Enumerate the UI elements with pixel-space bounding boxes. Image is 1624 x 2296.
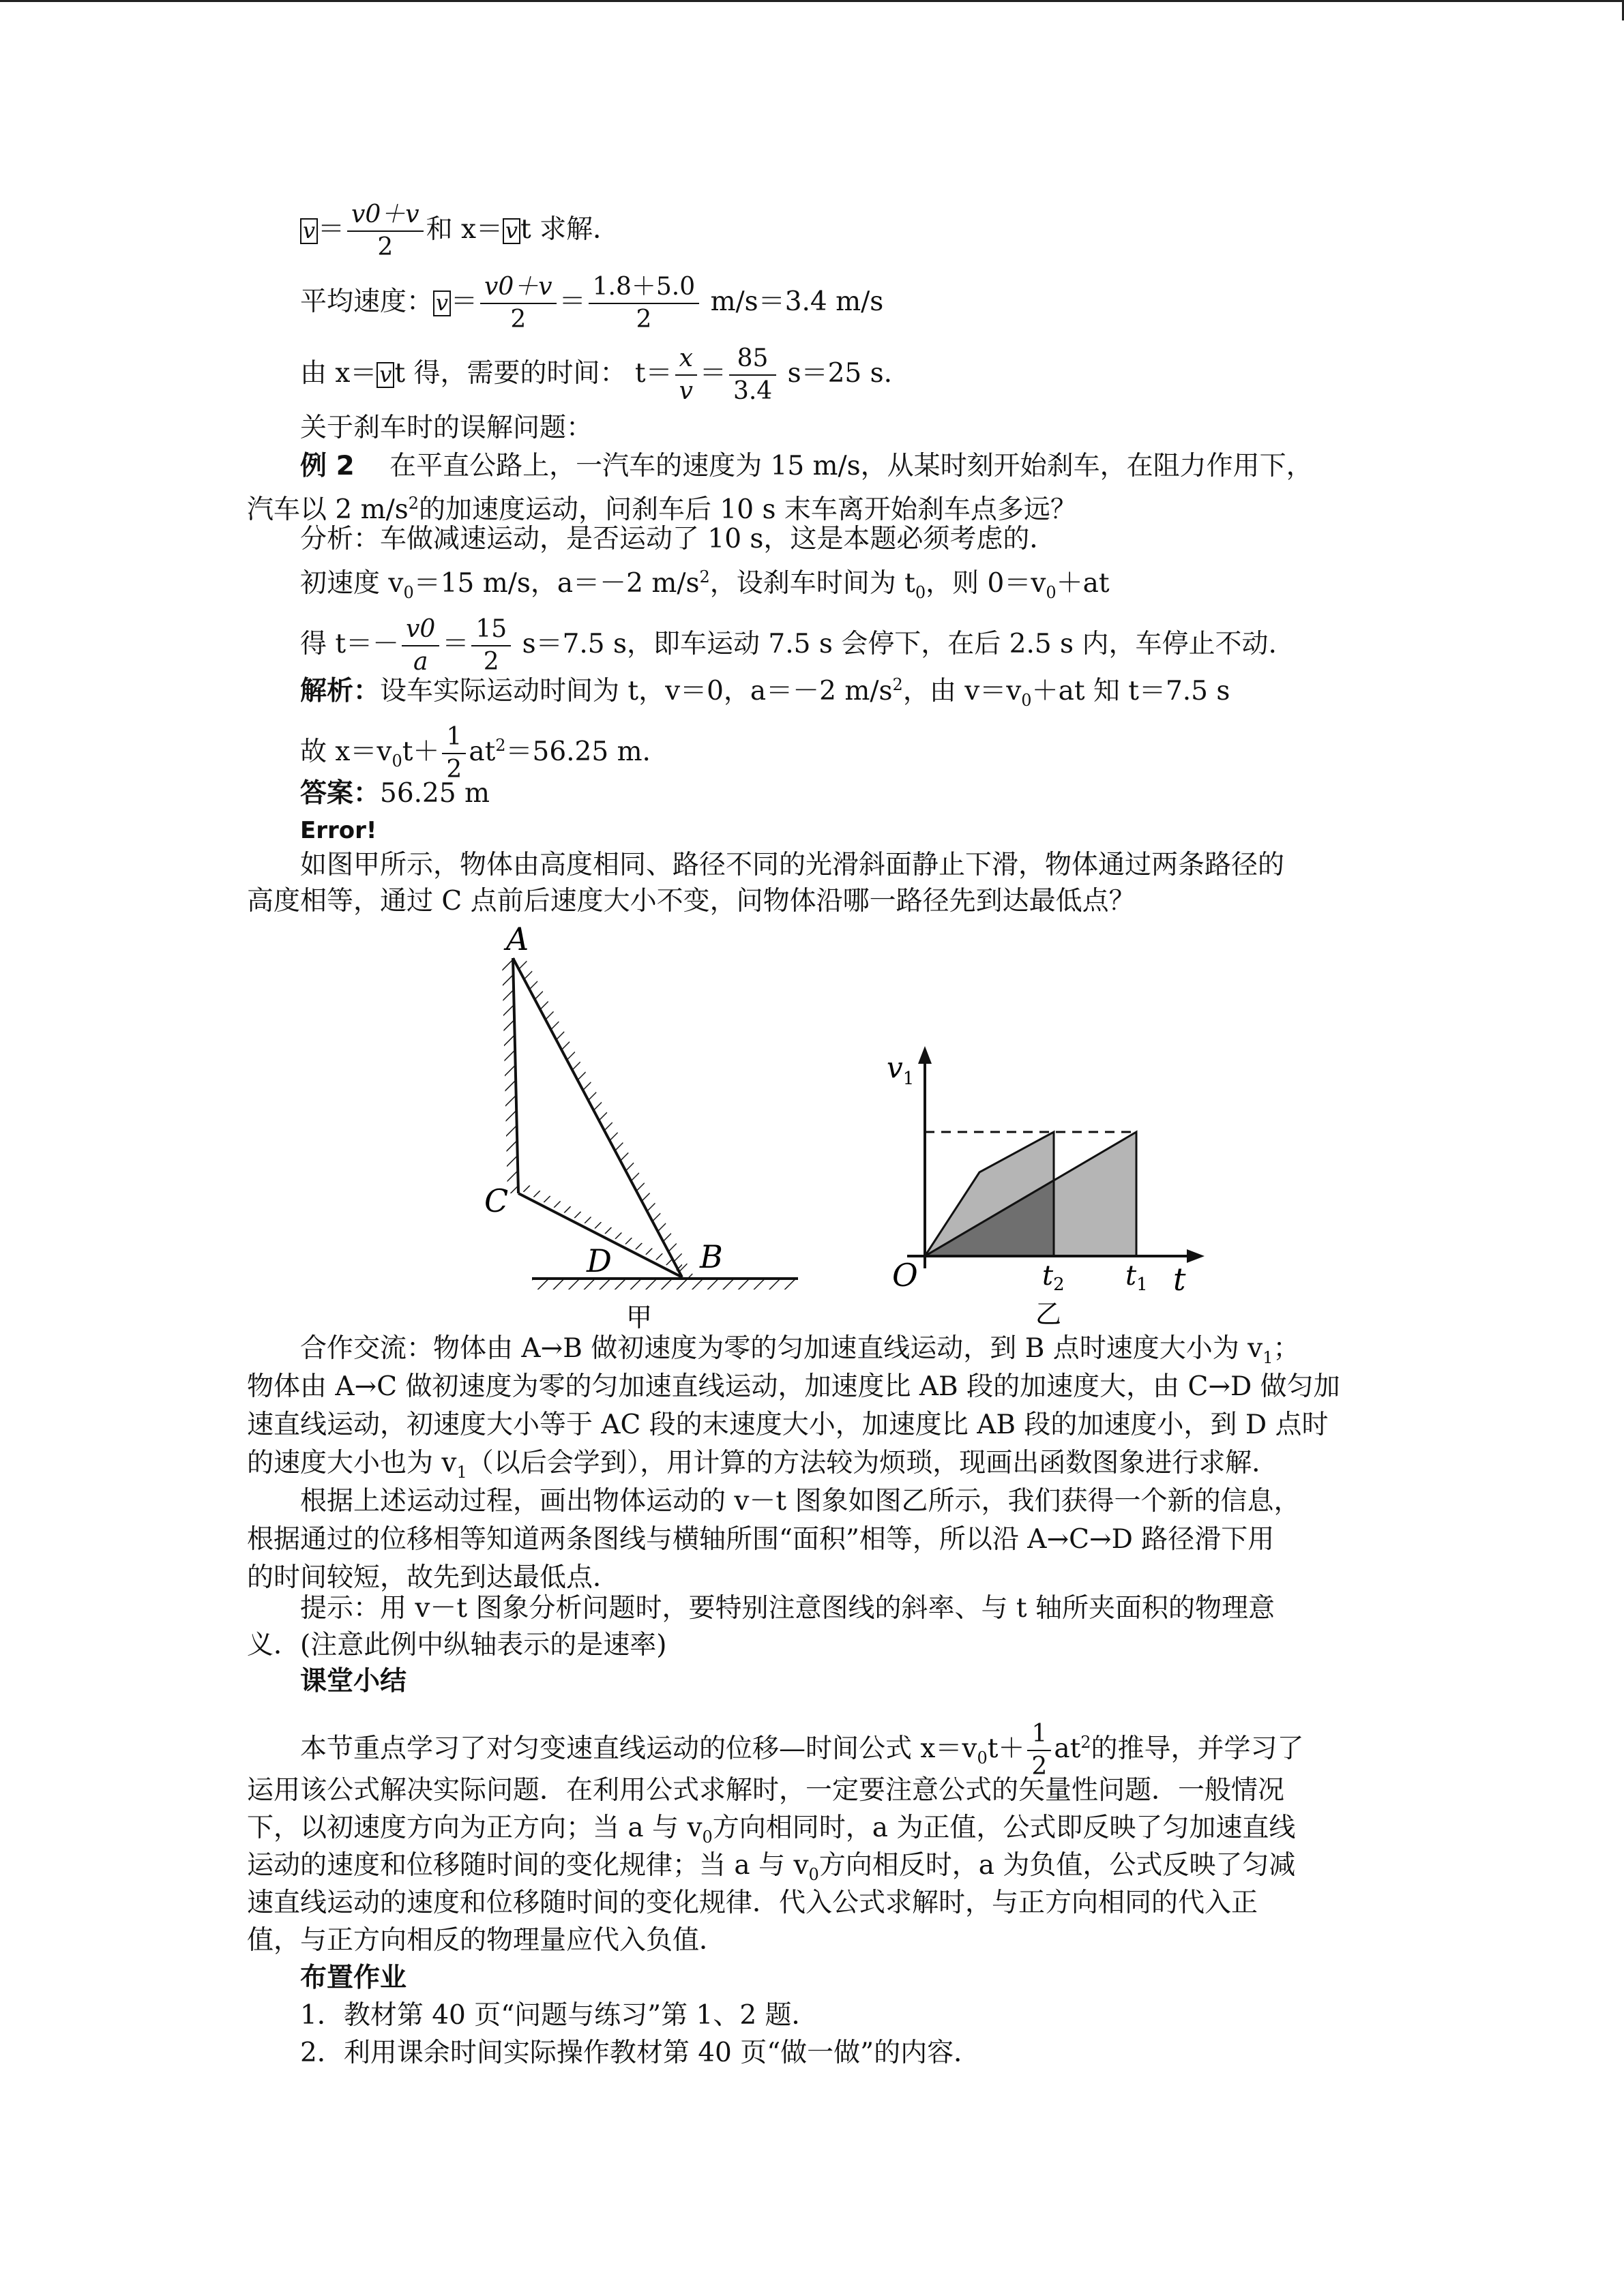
label-c: C (484, 1182, 509, 1219)
summary-line-3: 下，以初速度方向为正方向；当 a 与 $v_0$方向相同时，a 为正值，公式即反映了匀加速直线 (247, 1813, 1296, 1847)
fraction: $\frac{85}{3.4}$ (729, 343, 776, 407)
fraction: $\frac{15}{2}$ (471, 614, 511, 678)
incline-acd (502, 958, 682, 1277)
vbar-symbol: v (503, 218, 520, 244)
fraction: $\frac{v0+v}{2}$ (347, 199, 424, 263)
label-b: B (700, 1238, 723, 1275)
derivation-line: 得 t＝－ $\frac{v0}{a}$ ＝ $\frac{15}{2}$ s＝7.5 s，即车运动 7.5 s 会停下，在后 2.5 s 内，车停止不动. (300, 614, 1277, 678)
hint-line-1: 提示：用 v－t 图象分析问题时，要特别注意图线的斜率、与 t 轴所夹面积的物理意 (300, 1593, 1275, 1624)
homework-heading: 布置作业 (300, 1963, 407, 1993)
problem-line-2: 高度相等，通过 C 点前后速度大小不变，问物体沿哪一路径先到达最低点？ (247, 886, 1136, 916)
vbar-symbol: v (377, 362, 394, 388)
fraction: $\frac{1}{2}$ (442, 721, 466, 786)
summary-line-5: 速直线运动的速度和位移随时间的变化规律．代入公式求解时，与正方向相同的代入正 (247, 1888, 1258, 1918)
homework-item-2: 2．利用课余时间实际操作教材第 40 页“做一做”的内容． (300, 2038, 981, 2068)
vbar-symbol: v (433, 290, 451, 316)
formula-line-2: 平均速度： v ＝ $\frac{v0+v}{2}$ ＝ $\frac{1.8+5.0}{2}$ m/s＝3.4 m/s (300, 271, 883, 336)
analysis-line: 分析：车做减速运动，是否运动了 10 s，这是本题必须考虑的． (300, 524, 1057, 554)
label-t2: $t_2$ (1042, 1260, 1065, 1295)
label-origin: O (892, 1257, 918, 1294)
vbar-symbol: v (300, 218, 318, 244)
summary-line-4: 运动的速度和位移随时间的变化规律；当 a 与 $v_0$方向相反时，a 为负值，公式反映了匀减 (247, 1850, 1296, 1884)
fraction: $\frac{1}{2}$ (1027, 1718, 1051, 1783)
label-t1: $t_1$ (1125, 1260, 1148, 1295)
figure-jia (477, 917, 805, 1340)
figure-yi (880, 1043, 1221, 1343)
label-a: A (506, 921, 529, 957)
hint-line-2: 义．(注意此例中纵轴表示的是速率) (247, 1630, 667, 1660)
discussion-line-4: 的速度大小也为 $v_1$（以后会学到），用计算的方法较为烦琐，现画出函数图象进行求解． (247, 1448, 1279, 1482)
fraction: $\frac{x}{v}$ (675, 343, 697, 407)
discussion-line-7: 的时间较短，故先到达最低点． (247, 1562, 620, 1593)
summary-line-6: 值，与正方向相反的物理量应代入负值． (247, 1925, 726, 1956)
formula-line-3: 由 x＝ v t 得，需要的时间： t＝ $\frac{x}{v}$ ＝ $\frac{85}{3.4}$ s＝25 s. (300, 343, 892, 407)
example2-line-2: 汽车以 2 $m/s^2$的加速度运动，问刹车后 10 s 末车离开始刹车点多远？ (247, 494, 1077, 525)
fraction: $\frac{1.8+5.0}{2}$ (589, 271, 700, 336)
label-t-axis: t (1173, 1261, 1186, 1298)
discussion-line-2: 物体由 A→C 做初速度为零的匀加速直线运动，加速度比 AB 段的加速度大，由 C→D 做匀加 (247, 1371, 1340, 1402)
summary-line-1: 本节重点学习了对匀变速直线运动的位移—时间公式 $x=v_0t+$ $\frac{1}{2}$ $at^2$的推导，并学习了 (300, 1718, 1304, 1783)
initial-velocity-line: 初速度 $v_0=15$ m/s，a＝－2 $m/s^2$，设刹车时间为 $t_0$，则 $0=v_0+at$ (300, 567, 1110, 602)
discussion-line-6: 根据通过的位移相等知道两条图线与横轴所围“面积”相等，所以沿 A→C→D 路径滑下用 (247, 1524, 1275, 1555)
example2-line-1: 例 2 在平直公路上，一汽车的速度为 15 m/s，从某时刻开始刹车，在阻力作用下， (300, 451, 1313, 481)
label-v1: $v_1$ (887, 1051, 915, 1089)
label-d: D (587, 1242, 612, 1279)
summary-heading: 课堂小结 (300, 1666, 407, 1697)
solution-line: 解析：设车实际运动时间为 t，v＝0，a＝－2 $m/s^2$，由 $v=v_0+at$ 知 t＝7.5 s (300, 675, 1230, 710)
discussion-line-3: 速直线运动，初速度大小等于 AC 段的末速度大小，加速度比 AB 段的加速度小，到 D 点时 (247, 1410, 1329, 1440)
answer-line: 答案：56.25 m (300, 778, 490, 809)
misc-heading: 关于刹车时的误解问题： (300, 413, 593, 443)
homework-item-1: 1．教材第 40 页“问题与练习”第 1、2 题． (300, 2000, 818, 2031)
ground-line (532, 1279, 798, 1289)
result-line: 故 $x=v_0t+$ $\frac{1}{2}$ $at^2=56.25$ m. (300, 721, 651, 786)
caption-jia: 甲 (626, 1302, 653, 1332)
discussion-line-5: 根据上述运动过程，画出物体运动的 v－t 图象如图乙所示，我们获得一个新的信息， (300, 1486, 1301, 1517)
problem-line-1: 如图甲所示，物体由高度相同、路径不同的光滑斜面静止下滑，物体通过两条路径的 (300, 850, 1285, 880)
v-axis-arrow (918, 1046, 932, 1064)
caption-yi: 乙 (1035, 1299, 1062, 1329)
fraction: $\frac{v0+v}{2}$ (480, 271, 557, 336)
summary-line-2: 运用该公式解决实际问题．在利用公式求解时，一定要注意公式的矢量性问题．一般情况 (247, 1775, 1285, 1806)
discussion-line-1: 合作交流：物体由 A→B 做初速度为零的匀加速直线运动，到 B 点时速度大小为 $v_1$； (300, 1333, 1300, 1367)
fraction: $\frac{v0}{a}$ (402, 614, 439, 678)
formula-line-1: v ＝ $\frac{v0+v}{2}$ 和 x＝ v t 求解． (300, 199, 619, 263)
page-border (0, 0, 1624, 2)
error-text: Error! (300, 817, 377, 844)
t-axis-arrow (1187, 1249, 1205, 1263)
